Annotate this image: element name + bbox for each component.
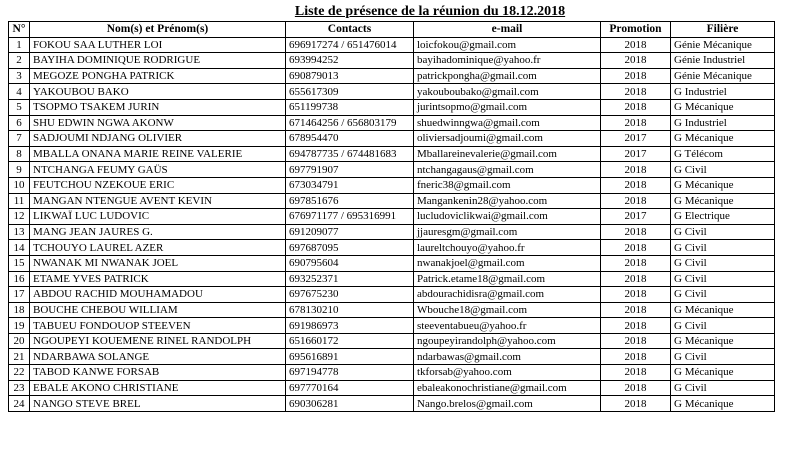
row-promotion: 2017: [601, 209, 671, 225]
row-number: 17: [9, 287, 30, 303]
row-email: ebaleakonochristiane@gmail.com: [414, 380, 601, 396]
row-contacts: 693252371: [286, 271, 414, 287]
table-row: [9, 318, 775, 334]
row-filiere: G Civil: [671, 240, 775, 256]
row-email: Patrick.etame18@gmail.com: [414, 271, 601, 287]
row-name: ETAME YVES PATRICK: [30, 271, 286, 287]
row-filiere: G Civil: [671, 255, 775, 271]
row-contacts: 691209077: [286, 224, 414, 240]
table-body: [9, 37, 775, 411]
row-name: FEUTCHOU NZEKOUE ERIC: [30, 177, 286, 193]
row-promotion: 2018: [601, 349, 671, 365]
row-filiere: G Télécom: [671, 146, 775, 162]
row-filiere: G Mécanique: [671, 193, 775, 209]
row-number: 20: [9, 333, 30, 349]
row-number: 18: [9, 302, 30, 318]
header-filiere: Filière: [671, 22, 775, 38]
table-row: [9, 255, 775, 271]
row-name: NTCHANGA FEUMY GAÜS: [30, 162, 286, 178]
row-email: fneric38@gmail.com: [414, 177, 601, 193]
row-filiere: G Electrique: [671, 209, 775, 225]
row-promotion: 2017: [601, 131, 671, 147]
row-email: shuedwinngwa@gmail.com: [414, 115, 601, 131]
row-contacts: 697770164: [286, 380, 414, 396]
row-email: nwanakjoel@gmail.com: [414, 255, 601, 271]
row-promotion: 2017: [601, 146, 671, 162]
row-promotion: 2018: [601, 271, 671, 287]
row-promotion: 2018: [601, 177, 671, 193]
row-email: Mballareinevalerie@gmail.com: [414, 146, 601, 162]
row-number: 7: [9, 131, 30, 147]
table-row: [9, 224, 775, 240]
row-promotion: 2018: [601, 302, 671, 318]
header-name: Nom(s) et Prénom(s): [30, 22, 286, 38]
row-filiere: G Mécanique: [671, 333, 775, 349]
row-promotion: 2018: [601, 99, 671, 115]
row-email: tkforsab@yahoo.com: [414, 365, 601, 381]
table-row: [9, 271, 775, 287]
row-contacts: 676971177 / 695316991: [286, 209, 414, 225]
row-name: EBALE AKONO CHRISTIANE: [30, 380, 286, 396]
row-name: YAKOUBOU BAKO: [30, 84, 286, 100]
row-email: ngoupeyirandolph@yahoo.com: [414, 333, 601, 349]
row-contacts: 651660172: [286, 333, 414, 349]
table-row: [9, 287, 775, 303]
row-contacts: 690879013: [286, 68, 414, 84]
row-email: Mangankenin28@yahoo.com: [414, 193, 601, 209]
row-number: 5: [9, 99, 30, 115]
row-email: abdourachidisra@gmail.com: [414, 287, 601, 303]
header-number: N°: [9, 22, 30, 38]
row-contacts: 671464256 / 656803179: [286, 115, 414, 131]
table-row: [9, 115, 775, 131]
row-number: 24: [9, 396, 30, 412]
header-contacts: Contacts: [286, 22, 414, 38]
row-promotion: 2018: [601, 53, 671, 69]
row-filiere: G Industriel: [671, 84, 775, 100]
table-row: [9, 177, 775, 193]
row-number: 10: [9, 177, 30, 193]
row-name: NDARBAWA SOLANGE: [30, 349, 286, 365]
row-contacts: 697687095: [286, 240, 414, 256]
row-email: yakouboubako@gmail.com: [414, 84, 601, 100]
row-filiere: Génie Mécanique: [671, 37, 775, 53]
row-number: 9: [9, 162, 30, 178]
table-row: [9, 131, 775, 147]
row-number: 3: [9, 68, 30, 84]
row-contacts: 678130210: [286, 302, 414, 318]
row-contacts: 673034791: [286, 177, 414, 193]
row-promotion: 2018: [601, 68, 671, 84]
row-number: 22: [9, 365, 30, 381]
row-email: lucludoviclikwai@gmail.com: [414, 209, 601, 225]
row-filiere: G Mécanique: [671, 365, 775, 381]
row-name: TCHOUYO LAUREL AZER: [30, 240, 286, 256]
row-promotion: 2018: [601, 193, 671, 209]
row-number: 6: [9, 115, 30, 131]
attendance-table: [8, 21, 775, 412]
document-title-text: Liste de présence de la réunion du 18.12.2018: [294, 4, 566, 19]
row-name: TSOPMO TSAKEM JURIN: [30, 99, 286, 115]
row-number: 12: [9, 209, 30, 225]
row-promotion: 2018: [601, 224, 671, 240]
row-promotion: 2018: [601, 37, 671, 53]
row-email: bayihadominique@yahoo.fr: [414, 53, 601, 69]
row-contacts: 696917274 / 651476014: [286, 37, 414, 53]
row-email: Wbouche18@gmail.com: [414, 302, 601, 318]
row-name: MBALLA ONANA MARIE REINE VALERIE: [30, 146, 286, 162]
row-name: MEGOZE PONGHA PATRICK: [30, 68, 286, 84]
table-row: [9, 349, 775, 365]
row-filiere: G Civil: [671, 224, 775, 240]
row-filiere: G Civil: [671, 271, 775, 287]
row-contacts: 697851676: [286, 193, 414, 209]
row-number: 15: [9, 255, 30, 271]
row-number: 13: [9, 224, 30, 240]
row-name: BAYIHA DOMINIQUE RODRIGUE: [30, 53, 286, 69]
row-contacts: 691986973: [286, 318, 414, 334]
row-promotion: 2018: [601, 240, 671, 256]
row-promotion: 2018: [601, 318, 671, 334]
row-contacts: 655617309: [286, 84, 414, 100]
row-email: ntchangagaus@gmail.com: [414, 162, 601, 178]
row-filiere: G Industriel: [671, 115, 775, 131]
row-email: loicfokou@gmail.com: [414, 37, 601, 53]
table-row: [9, 193, 775, 209]
row-number: 2: [9, 53, 30, 69]
table-row: [9, 209, 775, 225]
row-name: SADJOUMI NDJANG OLIVIER: [30, 131, 286, 147]
table-row: [9, 380, 775, 396]
row-email: ndarbawas@gmail.com: [414, 349, 601, 365]
row-number: 19: [9, 318, 30, 334]
row-promotion: 2018: [601, 365, 671, 381]
table-row: [9, 99, 775, 115]
row-contacts: 694787735 / 674481683: [286, 146, 414, 162]
table-row: [9, 396, 775, 412]
row-promotion: 2018: [601, 333, 671, 349]
row-name: SHU EDWIN NGWA AKONW: [30, 115, 286, 131]
row-email: jjauresgm@gmail.com: [414, 224, 601, 240]
row-number: 14: [9, 240, 30, 256]
row-name: FOKOU SAA LUTHER LOI: [30, 37, 286, 53]
row-filiere: G Civil: [671, 318, 775, 334]
row-filiere: G Civil: [671, 162, 775, 178]
table-row: [9, 162, 775, 178]
table-row: [9, 302, 775, 318]
row-contacts: 678954470: [286, 131, 414, 147]
row-promotion: 2018: [601, 162, 671, 178]
row-email: patrickpongha@gmail.com: [414, 68, 601, 84]
row-contacts: 690795604: [286, 255, 414, 271]
row-name: MANGAN NTENGUE AVENT KEVIN: [30, 193, 286, 209]
row-number: 4: [9, 84, 30, 100]
row-name: MANG JEAN JAURES G.: [30, 224, 286, 240]
row-filiere: G Civil: [671, 349, 775, 365]
row-name: BOUCHE CHEBOU WILLIAM: [30, 302, 286, 318]
row-number: 16: [9, 271, 30, 287]
row-number: 8: [9, 146, 30, 162]
row-filiere: G Mécanique: [671, 177, 775, 193]
row-name: LIKWAÏ LUC LUDOVIC: [30, 209, 286, 225]
row-number: 1: [9, 37, 30, 53]
table-row: [9, 146, 775, 162]
table-row: [9, 37, 775, 53]
row-filiere: G Mécanique: [671, 99, 775, 115]
table-row: [9, 333, 775, 349]
row-number: 23: [9, 380, 30, 396]
row-number: 11: [9, 193, 30, 209]
header-row: [9, 22, 775, 38]
row-filiere: G Mécanique: [671, 302, 775, 318]
row-name: NANGO STEVE BREL: [30, 396, 286, 412]
row-email: jurintsopmo@gmail.com: [414, 99, 601, 115]
row-filiere: G Mécanique: [671, 396, 775, 412]
row-contacts: 651199738: [286, 99, 414, 115]
row-promotion: 2018: [601, 396, 671, 412]
table-row: [9, 84, 775, 100]
table-row: [9, 365, 775, 381]
row-filiere: G Civil: [671, 380, 775, 396]
row-name: NWANAK MI NWANAK JOEL: [30, 255, 286, 271]
row-filiere: Génie Mécanique: [671, 68, 775, 84]
row-email: Nango.brelos@gmail.com: [414, 396, 601, 412]
row-promotion: 2018: [601, 115, 671, 131]
row-name: TABUEU FONDOUOP STEEVEN: [30, 318, 286, 334]
row-promotion: 2018: [601, 255, 671, 271]
row-filiere: Génie Industriel: [671, 53, 775, 69]
row-contacts: 695616891: [286, 349, 414, 365]
table-row: [9, 53, 775, 69]
row-number: 21: [9, 349, 30, 365]
row-contacts: 697675230: [286, 287, 414, 303]
row-name: NGOUPEYI KOUEMENE RINEL RANDOLPH: [30, 333, 286, 349]
row-email: steeventabueu@yahoo.fr: [414, 318, 601, 334]
row-filiere: G Mécanique: [671, 131, 775, 147]
row-email: oliviersadjoumi@gmail.com: [414, 131, 601, 147]
row-promotion: 2018: [601, 380, 671, 396]
header-email: e-mail: [414, 22, 601, 38]
row-promotion: 2018: [601, 287, 671, 303]
row-email: laureltchouyo@yahoo.fr: [414, 240, 601, 256]
row-contacts: 690306281: [286, 396, 414, 412]
table-row: [9, 240, 775, 256]
table-row: [9, 68, 775, 84]
row-contacts: 693994252: [286, 53, 414, 69]
row-promotion: 2018: [601, 84, 671, 100]
row-contacts: 697194778: [286, 365, 414, 381]
header-promotion: Promotion: [601, 22, 671, 38]
row-name: ABDOU RACHID MOUHAMADOU: [30, 287, 286, 303]
row-contacts: 697791907: [286, 162, 414, 178]
document-title: [0, 4, 792, 20]
row-filiere: G Civil: [671, 287, 775, 303]
row-name: TABOD KANWE FORSAB: [30, 365, 286, 381]
